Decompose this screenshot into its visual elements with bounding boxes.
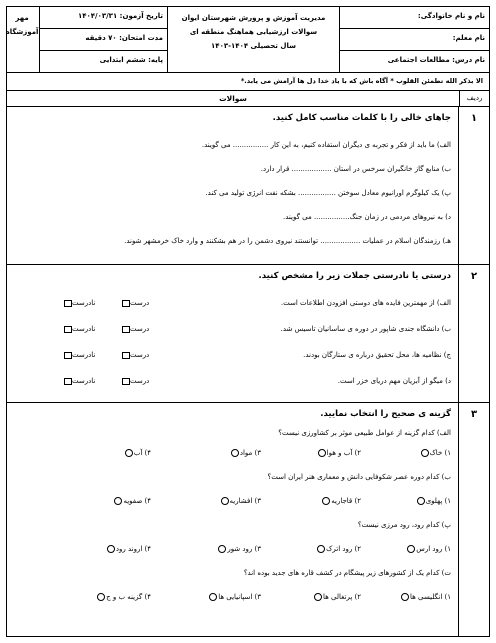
multiple-choice-question: الف) کدام گزینه از عوامل طبیعی موثر بر کشاورزی نیست؟: [278, 429, 451, 437]
admin-line-1: مدیریت آموزش و پرورش شهرستان ایوان: [181, 14, 326, 22]
option-label: ۱) خاک: [429, 449, 451, 457]
teacher-name-label: نام معلم:: [340, 29, 489, 51]
true-checkbox[interactable]: [122, 300, 130, 307]
false-label: نادرست: [72, 351, 96, 359]
exam-date-label: تاریخ آزمون: ۱۴۰۴/۰۳/۳۱: [40, 7, 167, 29]
option[interactable]: [407, 545, 451, 553]
option-radio[interactable]: [97, 593, 105, 601]
option-label: ۴) آب: [133, 449, 151, 457]
admin-line-2: سوالات ارزشیابی هماهنگ منطقه ای: [189, 28, 318, 36]
option-radio[interactable]: [318, 449, 326, 457]
option-label: ۲) پرتغالی ها: [322, 593, 361, 601]
option-label: ۱) رود ارس: [416, 545, 451, 553]
exam-info-cell: [39, 7, 167, 72]
section-true-false: [7, 265, 489, 403]
multiple-choice-question: ب) کدام دوره عصر شکوفایی دانش و معماری هنر ایران است؟: [267, 473, 451, 481]
option-radio[interactable]: [407, 545, 415, 553]
fill-blank-question: ب) منابع گاز خانگیران سرخس در استان .................. قرار دارد.: [260, 165, 451, 173]
option[interactable]: [218, 545, 261, 553]
admin-cell: [167, 7, 339, 72]
false-checkbox[interactable]: [64, 352, 72, 359]
false-option[interactable]: [63, 299, 95, 307]
option[interactable]: [125, 449, 151, 457]
option[interactable]: [314, 593, 361, 601]
option-radio[interactable]: [314, 593, 322, 601]
true-checkbox[interactable]: [122, 378, 130, 385]
option-label: ۳) اسپانیایی ها: [218, 593, 261, 601]
true-label: درست: [130, 299, 150, 307]
option-label: ۳) افشاریه: [229, 497, 261, 505]
option[interactable]: [231, 449, 261, 457]
exam-duration-label: مدت امتحان: ۷۰ دقیقه: [40, 29, 167, 51]
option[interactable]: [209, 593, 261, 601]
options-row: [15, 593, 451, 605]
multiple-choice-question: ت) کدام یک از کشورهای زیر پیشگام در کشف قاره های جدید بوده اند؟: [243, 569, 451, 577]
false-option[interactable]: [63, 351, 95, 359]
true-label: درست: [130, 351, 150, 359]
false-checkbox[interactable]: [64, 378, 72, 385]
option-radio[interactable]: [114, 497, 122, 505]
fill-blank-question: الف) ما باید از فکر و تجربه ی دیگران استفاده کنیم، به این کار ................ می گویند.: [201, 141, 451, 149]
radif-header: ردیف: [459, 91, 489, 106]
option-radio[interactable]: [221, 497, 229, 505]
student-info-cell: [339, 7, 489, 72]
option[interactable]: [97, 593, 151, 601]
subject-label: نام درس: مطالعات اجتماعی: [387, 56, 485, 64]
true-option[interactable]: [121, 351, 149, 359]
school-stamp-cell: [5, 7, 39, 72]
false-label: نادرست: [72, 377, 96, 385]
option-radio[interactable]: [401, 593, 409, 601]
option[interactable]: [221, 497, 261, 505]
option-label: ۲) قاجاریه: [331, 497, 361, 505]
stamp-label-1: مهر: [15, 14, 29, 22]
section-title: گزینه ی صحیح را انتخاب نمایید.: [320, 409, 451, 419]
questions-header: سوالات: [219, 94, 247, 103]
true-false-question: ب) دانشگاه جندی شاپور در دوره ی ساسانیان تاسیس شد.: [280, 325, 451, 333]
false-checkbox[interactable]: [64, 326, 72, 333]
true-checkbox[interactable]: [122, 352, 130, 359]
stamp-label-2: آموزشگاه: [5, 28, 39, 36]
true-checkbox[interactable]: [122, 326, 130, 333]
option-radio[interactable]: [107, 545, 115, 553]
option-label: ۲) رود اترک: [326, 545, 361, 553]
section-fill-blanks: [7, 107, 489, 265]
option-label: ۱) پهلوی: [425, 497, 451, 505]
section-number: ۱: [470, 113, 478, 124]
false-label: نادرست: [72, 299, 96, 307]
option[interactable]: [107, 545, 151, 553]
section-multiple-choice: [7, 403, 489, 638]
option-label: ۱) انگلیسی ها: [409, 593, 451, 601]
section-number: ۲: [470, 271, 478, 282]
column-header: [7, 91, 489, 107]
true-option[interactable]: [121, 325, 149, 333]
section-title: جاهای خالی را با کلمات مناسب کامل کنید.: [272, 113, 451, 123]
student-name-label: نام و نام خانوادگی:: [340, 7, 489, 29]
options-row: [15, 497, 451, 509]
true-false-question: د) میگو از آبزیان مهم دریای خزر است.: [337, 377, 451, 385]
option[interactable]: [318, 449, 361, 457]
section-title: درستی یا نادرستی جملات زیر را مشخص کنید.: [258, 271, 451, 281]
option-radio[interactable]: [209, 593, 217, 601]
true-option[interactable]: [121, 299, 149, 307]
option-label: ۴) گزینه ب و ج: [106, 593, 151, 601]
false-checkbox[interactable]: [64, 300, 72, 307]
true-false-question: الف) از مهمترین فایده های دوستی افزودن اطلاعات است.: [280, 299, 451, 307]
option-radio[interactable]: [231, 449, 239, 457]
true-false-question: ج) نظامیه ها، محل تحقیق درباره ی ستارگان بودند.: [303, 351, 451, 359]
option[interactable]: [401, 593, 451, 601]
grade-label: پایه: ششم ابتدایی: [99, 56, 163, 64]
section-number: ۳: [470, 409, 478, 420]
option-label: ۲) آب و هوا: [326, 449, 361, 457]
option[interactable]: [114, 497, 151, 505]
true-label: درست: [130, 325, 150, 333]
option-radio[interactable]: [421, 449, 429, 457]
option-radio[interactable]: [417, 497, 425, 505]
option-label: ۳) رود شور: [227, 545, 261, 553]
multiple-choice-question: پ) کدام رود، رود مرزی نیست؟: [357, 521, 451, 529]
admin-line-3: سال تحصیلی ۱۴۰۴-۱۴۰۳: [211, 42, 296, 50]
option-radio[interactable]: [218, 545, 226, 553]
fill-blank-question: پ) یک کیلوگرم اورانیوم معادل سوختن ................. بشکه نفت انرژی تولید می کند.: [205, 189, 451, 197]
option[interactable]: [317, 545, 361, 553]
options-row: [15, 545, 451, 557]
option-label: ۴) صفویه: [123, 497, 151, 505]
true-label: درست: [130, 377, 150, 385]
false-option[interactable]: [63, 377, 95, 385]
option-label: ۴) اروند رود: [115, 545, 151, 553]
false-label: نادرست: [72, 325, 96, 333]
false-option[interactable]: [63, 325, 95, 333]
option[interactable]: [417, 497, 451, 505]
option[interactable]: [322, 497, 361, 505]
true-option[interactable]: [121, 377, 149, 385]
option-radio[interactable]: [125, 449, 133, 457]
options-row: [15, 449, 451, 461]
slogan: الا بذکر الله تطمئن القلوب * آگاه باش که با یاد خدا دل ها آرامش می یابد.*: [7, 73, 489, 91]
option-radio[interactable]: [322, 497, 330, 505]
fill-blank-question: د) به نیروهای مردمی در زمان جنگ................ می گویند.: [283, 213, 451, 221]
option-label: ۳) مواد: [239, 449, 261, 457]
option[interactable]: [421, 449, 451, 457]
fill-blank-question: هـ) رزمندگان اسلام در عملیات .................. توانستند نیروی دشمن را در هم بشکنند و وارد خاک خرمشهر شوند.: [124, 237, 451, 245]
option-radio[interactable]: [317, 545, 325, 553]
exam-sheet: [6, 6, 490, 637]
exam-header: [7, 7, 489, 73]
